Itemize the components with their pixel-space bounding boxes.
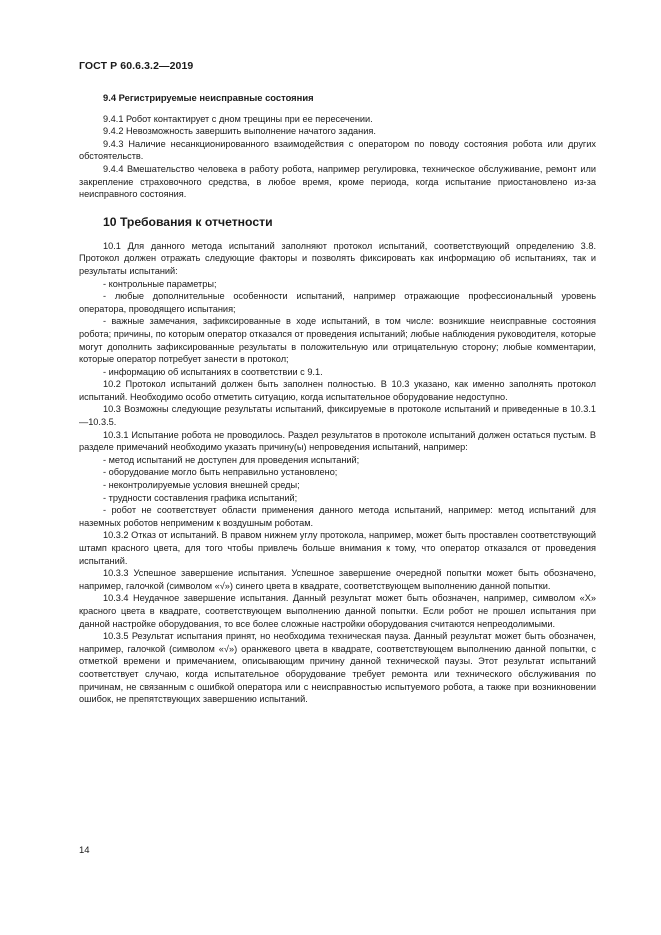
paragraph-10-3-4: 10.3.4 Неудачное завершение испытания. Данный результат может быть обозначен, например, символом «X» красного цвета в квадрате, соответствующем выполнению данной попытки. Если робот не прошел испытания при данной настройке оборудования, то все более сложные настройки оборудования считаются непреодолимыми. — [79, 593, 596, 629]
list-item: - информацию об испытаниях в соответствии с 9.1. — [103, 366, 323, 377]
paragraph-10-3-5: 10.3.5 Результат испытания принят, но необходима техническая пауза. Данный результат может быть обозначен, например, галочкой (символом «√») оранжевого цвета в квадрате, соответствующем выполнению данной попытки, с отметкой времени и примечанием, описывающим причину данной технической паузы. Этот результат испытаний соответствует случаю, когда испытательное оборудование требует ремонта или технического обслуживания по причинам, не связанным с ошибкой оператора или с неисправностью испытуемого робота, а также при возникновении ошибок, не препятствующих завершению испытаний. — [79, 631, 596, 705]
list-item: - неконтролируемые условия внешней среды; — [103, 480, 300, 491]
paragraph-10-1: 10.1 Для данного метода испытаний заполняют протокол испытаний, соответствующий определению 3.8. Протокол должен отражать следующие факторы и позволять фиксировать как информацию об испытаниях, так и результаты испытаний: — [79, 240, 596, 276]
paragraph-10-2: 10.2 Протокол испытаний должен быть заполнен полностью. В 10.3 указано, как именно заполнять протокол испытаний. Необходимо особо отметить ситуацию, когда испытательное оборудование недоступно. — [79, 379, 596, 402]
paragraph-9-4-1: 9.4.1 Робот контактирует с дном трещины при ее пересечении. — [103, 113, 373, 124]
paragraph-10-3-3: 10.3.3 Успешное завершение испытания. Успешное завершение очередной попытки может быть обозначено, например, галочкой (символом «√») синего цвета в квадрате, соответствующем выполнению данной попытки. — [79, 568, 596, 591]
list-item: - контрольные параметры; — [103, 278, 217, 289]
paragraph-9-4-3: 9.4.3 Наличие несанкционированного взаимодействия с оператором по поводу состояния робота или других обстоятельств. — [79, 138, 596, 162]
document-code: ГОСТ Р 60.6.3.2—2019 — [79, 60, 194, 72]
list-item: - любые дополнительные особенности испытаний, например отражающие профессиональный уровень оператора, проводящего испытания; — [79, 291, 596, 314]
page-number: 14 — [79, 845, 90, 856]
paragraph-9-4-2: 9.4.2 Невозможность завершить выполнение начатого задания. — [103, 126, 376, 137]
page-content — [79, 92, 596, 706]
paragraph-9-4-4: 9.4.4 Вмешательство человека в работу робота, например регулировка, техническое обслуживание, ремонт или закрепление страховочного средства, в любое время, кроме периода, когда испытание приостановлено из-за неисправного состояния. — [79, 163, 596, 200]
paragraph-10-3: 10.3 Возможны следующие результаты испытаний, фиксируемые в протоколе испытаний и приведенные в 10.3.1—10.3.5. — [79, 404, 596, 428]
subsection-title-9-4: 9.4 Регистрируемые неисправные состояния — [103, 92, 314, 103]
paragraph-10-3-2: 10.3.2 Отказ от испытаний. В правом нижнем углу протокола, например, может быть проставлен соответствующий штамп красного цвета, для того чтобы привлечь больше внимания к тому, что оператор отказался от проведения испытаний. — [79, 530, 596, 566]
section-title-10: 10 Требования к отчетности — [103, 214, 273, 229]
list-item: - оборудование могло быть неправильно установлено; — [103, 467, 338, 478]
list-item: - трудности составления графика испытаний; — [103, 492, 298, 503]
list-item: - важные замечания, зафиксированные в ходе испытаний, в том числе: возникшие неисправные состояния робота; причины, по которым оператор отказался от проведения испытаний; любые наблюдения руководителя, которые могут дополнить зафиксированные результаты в положительную или отрицательную сторону; любые комментарии, которые оператор потребует занести в протокол; — [79, 316, 596, 365]
list-item: - робот не соответствует области применения данного метода испытаний, например: метод испытаний для наземных роботов неприменим к воздушным роботам. — [79, 505, 596, 528]
list-item: - метод испытаний не доступен для проведения испытаний; — [103, 454, 360, 465]
paragraph-10-3-1: 10.3.1 Испытание робота не проводилось. Раздел результатов в протоколе испытаний должен остаться пустым. В разделе примечаний необходимо указать причину(ы) непроведения испытаний, например: — [79, 429, 596, 453]
